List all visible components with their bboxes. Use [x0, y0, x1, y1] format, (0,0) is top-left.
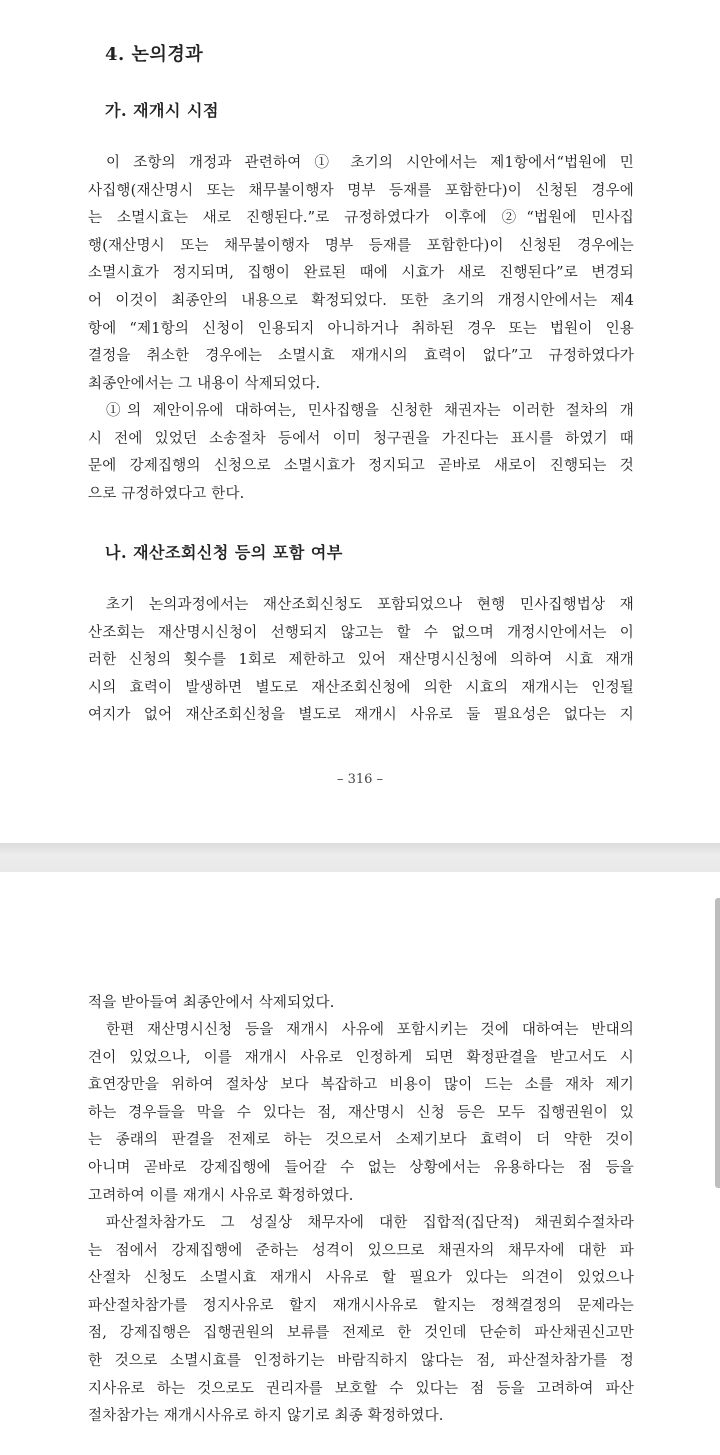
text-line: 점, 강제집행은 집행권원의 보류를 전제로 한 것인데 단순히 파산채권신고만 [88, 1325, 634, 1342]
text-line: 는 소멸시효는 새로 진행된다.”로 규정하였다가 이후에 ②“법원에 민사집 [88, 210, 634, 227]
paragraph-disclosure-application [88, 1017, 634, 1210]
text-line: 파산절차참가를 정지사유로 할지 재개시사유로 할지는 정책결정의 문제라는 [88, 1297, 634, 1314]
page-number: – 316 – [336, 772, 384, 787]
text-line: 는 종래의 판결을 전제로 하는 것으로서 소제기보다 효력이 더 약한 것이 [88, 1132, 634, 1149]
text-line: 파산절차참가도 그 성질상 채무자에 대한 집합적(집단적) 채권회수절차라 [106, 1215, 634, 1231]
page-separator [0, 843, 720, 872]
text-line: 결정을 취소한 경우에는 소멸시효 재개시의 효력이 없다”고 규정하였다가 [88, 348, 634, 365]
paragraph-continuation [88, 990, 634, 1018]
paragraph-asset-inquiry [88, 592, 634, 730]
text-line: 산절차 신청도 소멸시효 재개시 사유로 할 필요가 있다는 의견이 있었으나 [88, 1270, 634, 1287]
subsection-title-a: 가. 재개시 시점 [105, 101, 219, 120]
text-line: 고려하여 이를 재개시 사유로 확정하였다. [88, 1187, 354, 1204]
text-line: 아니며 곧바로 강제집행에 들어갈 수 없는 상황에서는 유용하다는 점 등을 [88, 1159, 634, 1176]
text-line: 견이 있었으나, 이를 재개시 사유로 인정하게 되면 확정판결을 받고서도 시 [88, 1049, 634, 1066]
text-line: 이 조항의 개정과 관련하여 ① 초기의 시안에서는 제1항에서“법원에 민 [106, 155, 634, 171]
text-line: 시의 효력이 발생하면 별도로 재산조회신청에 의한 시효의 재개시는 인정될 [88, 679, 634, 696]
text-line: 시 전에 있었던 소송절차 등에서 이미 청구권을 가진다는 표시를 하였기 때 [88, 430, 634, 447]
text-line: 최종안에서는 그 내용이 삭제되었다. [88, 375, 321, 392]
text-line: 으로 규정하였다고 한다. [88, 485, 245, 502]
text-line: 지사유로 하는 것으로도 권리자를 보호할 수 있다는 점 등을 고려하여 파산 [88, 1380, 634, 1397]
text-line: 하는 경우들을 막을 수 있다는 점, 재산명시 신청 등은 모두 집행권원이 있 [88, 1104, 634, 1121]
text-line: 한 것으로 소멸시효를 인정하기는 바람직하지 않다는 점, 파산절차참가를 정 [88, 1352, 634, 1369]
text-line: 어 이것이 최종안의 내용으로 확정되었다. 또한 초기의 개정시안에서는 제4 [88, 292, 634, 309]
paragraph-bankruptcy-participation [88, 1210, 634, 1431]
scrollbar-thumb[interactable] [715, 898, 720, 1188]
text-line: ①의 제안이유에 대하여는, 민사집행을 신청한 채권자는 이러한 절차의 개 [106, 403, 634, 419]
text-line: 행(재산명시 또는 채무불이행자 명부 등재를 포함한다)이 신청된 경우에는 [88, 237, 634, 254]
subsection-title-b: 나. 재산조회신청 등의 포함 여부 [105, 543, 343, 562]
text-line: 산조회는 재산명시신청이 선행되지 않고는 할 수 없으며 개정시안에서는 이 [88, 624, 634, 641]
text-line: 효연장만을 위하여 절차상 보다 복잡하고 비용이 많이 드는 소를 재차 제기 [88, 1077, 634, 1094]
text-line: 는 점에서 강제집행에 준하는 성격이 있으므로 채권자의 채무자에 대한 파 [88, 1242, 634, 1259]
text-line: 항에 “제1항의 신청이 인용되지 아니하거나 취하된 경우 또는 법원이 인용 [88, 320, 634, 337]
text-line: 소멸시효가 정지되며, 집행이 완료된 때에 시효가 새로 진행된다”로 변경되 [88, 265, 634, 282]
text-line: 문에 강제집행의 신청으로 소멸시효가 정지되고 곧바로 새로이 진행되는 것 [88, 458, 634, 475]
section-title: 4. 논의경과 [105, 44, 204, 65]
text-line: 한편 재산명시신청 등을 재개시 사유에 포함시키는 것에 대하여는 반대의 [106, 1022, 634, 1038]
text-line: 러한 신청의 횟수를 1회로 제한하고 있어 재산명시신청에 의하여 시효 재개 [88, 652, 634, 669]
paragraph-reopening-timing [88, 150, 634, 398]
text-line: 초기 논의과정에서는 재산조회신청도 포함되었으나 현행 민사집행법상 재 [106, 597, 634, 613]
paragraph-proposal-reason [88, 398, 634, 508]
text-line: 사집행(재산명시 또는 채무불이행자 명부 등재를 포함한다)이 신청된 경우에 [88, 182, 634, 199]
text-line: 적을 받아들여 최종안에서 삭제되었다. [88, 995, 335, 1011]
text-line: 절차참가는 재개시사유로 하지 않기로 최종 확정하였다. [88, 1408, 444, 1425]
text-line: 여지가 없어 재산조회신청을 별도로 재개시 사유로 둘 필요성은 없다는 지 [88, 707, 634, 724]
